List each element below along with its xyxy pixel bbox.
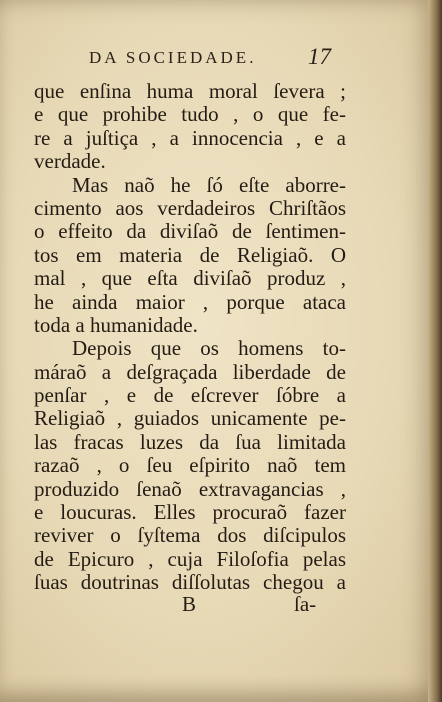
paragraph-start-line: Mas naõ he ſó eſte aborre-: [72, 172, 346, 197]
text-line: las fracas luzes da ſua limitada: [34, 429, 346, 454]
text-line: ſuas doutrinas diſſolutas chegou a: [34, 570, 346, 595]
text-line: e que prohibe tudo , o que fe-: [34, 102, 346, 127]
body-text: [34, 80, 346, 595]
text-line: reviver o ſyſtema dos diſcipulos: [34, 523, 346, 548]
catchword: ſa-: [294, 592, 317, 616]
text-line: cimento aos verdadeiros Chriſtãos: [34, 195, 346, 220]
text-line: de Epicuro , cuja Filoſofia pelas: [34, 546, 346, 571]
text-line: mal , que eſta diviſaõ produz ,: [34, 266, 346, 291]
text-line: penſar , e de eſcrever ſóbre a: [34, 383, 346, 408]
text-line: verdade.: [34, 149, 106, 174]
paragraph-start-line: Depois que os homens to-: [72, 336, 346, 361]
page-number: 17: [308, 44, 331, 69]
running-head: DA SOCIEDADE.: [89, 48, 257, 67]
text-line: tos em materia de Religiaõ. O: [34, 242, 346, 267]
text-line: que enſina huma moral ſevera ;: [34, 79, 346, 103]
text-line: razaõ , o ſeu eſpirito naõ tem: [34, 453, 346, 478]
text-line: máraõ a deſgraçada liberdade de: [34, 359, 346, 384]
text-line: re a juſtiça , a innocencia , e a: [34, 125, 346, 150]
text-line: e loucuras. Elles procuraõ fazer: [34, 500, 346, 525]
text-line: he ainda maior , porque ataca: [34, 289, 346, 314]
signature-mark: B: [182, 592, 197, 616]
text-line: Religiaõ , guiados unicamente pe-: [34, 406, 346, 431]
text-line: o effeito da diviſaõ de ſentimen-: [34, 219, 346, 244]
page-header: [0, 44, 442, 74]
text-line: toda a humanidade.: [34, 312, 198, 337]
text-line: produzido ſenaõ extravagancias ,: [34, 476, 346, 501]
page-gutter: [428, 0, 442, 702]
